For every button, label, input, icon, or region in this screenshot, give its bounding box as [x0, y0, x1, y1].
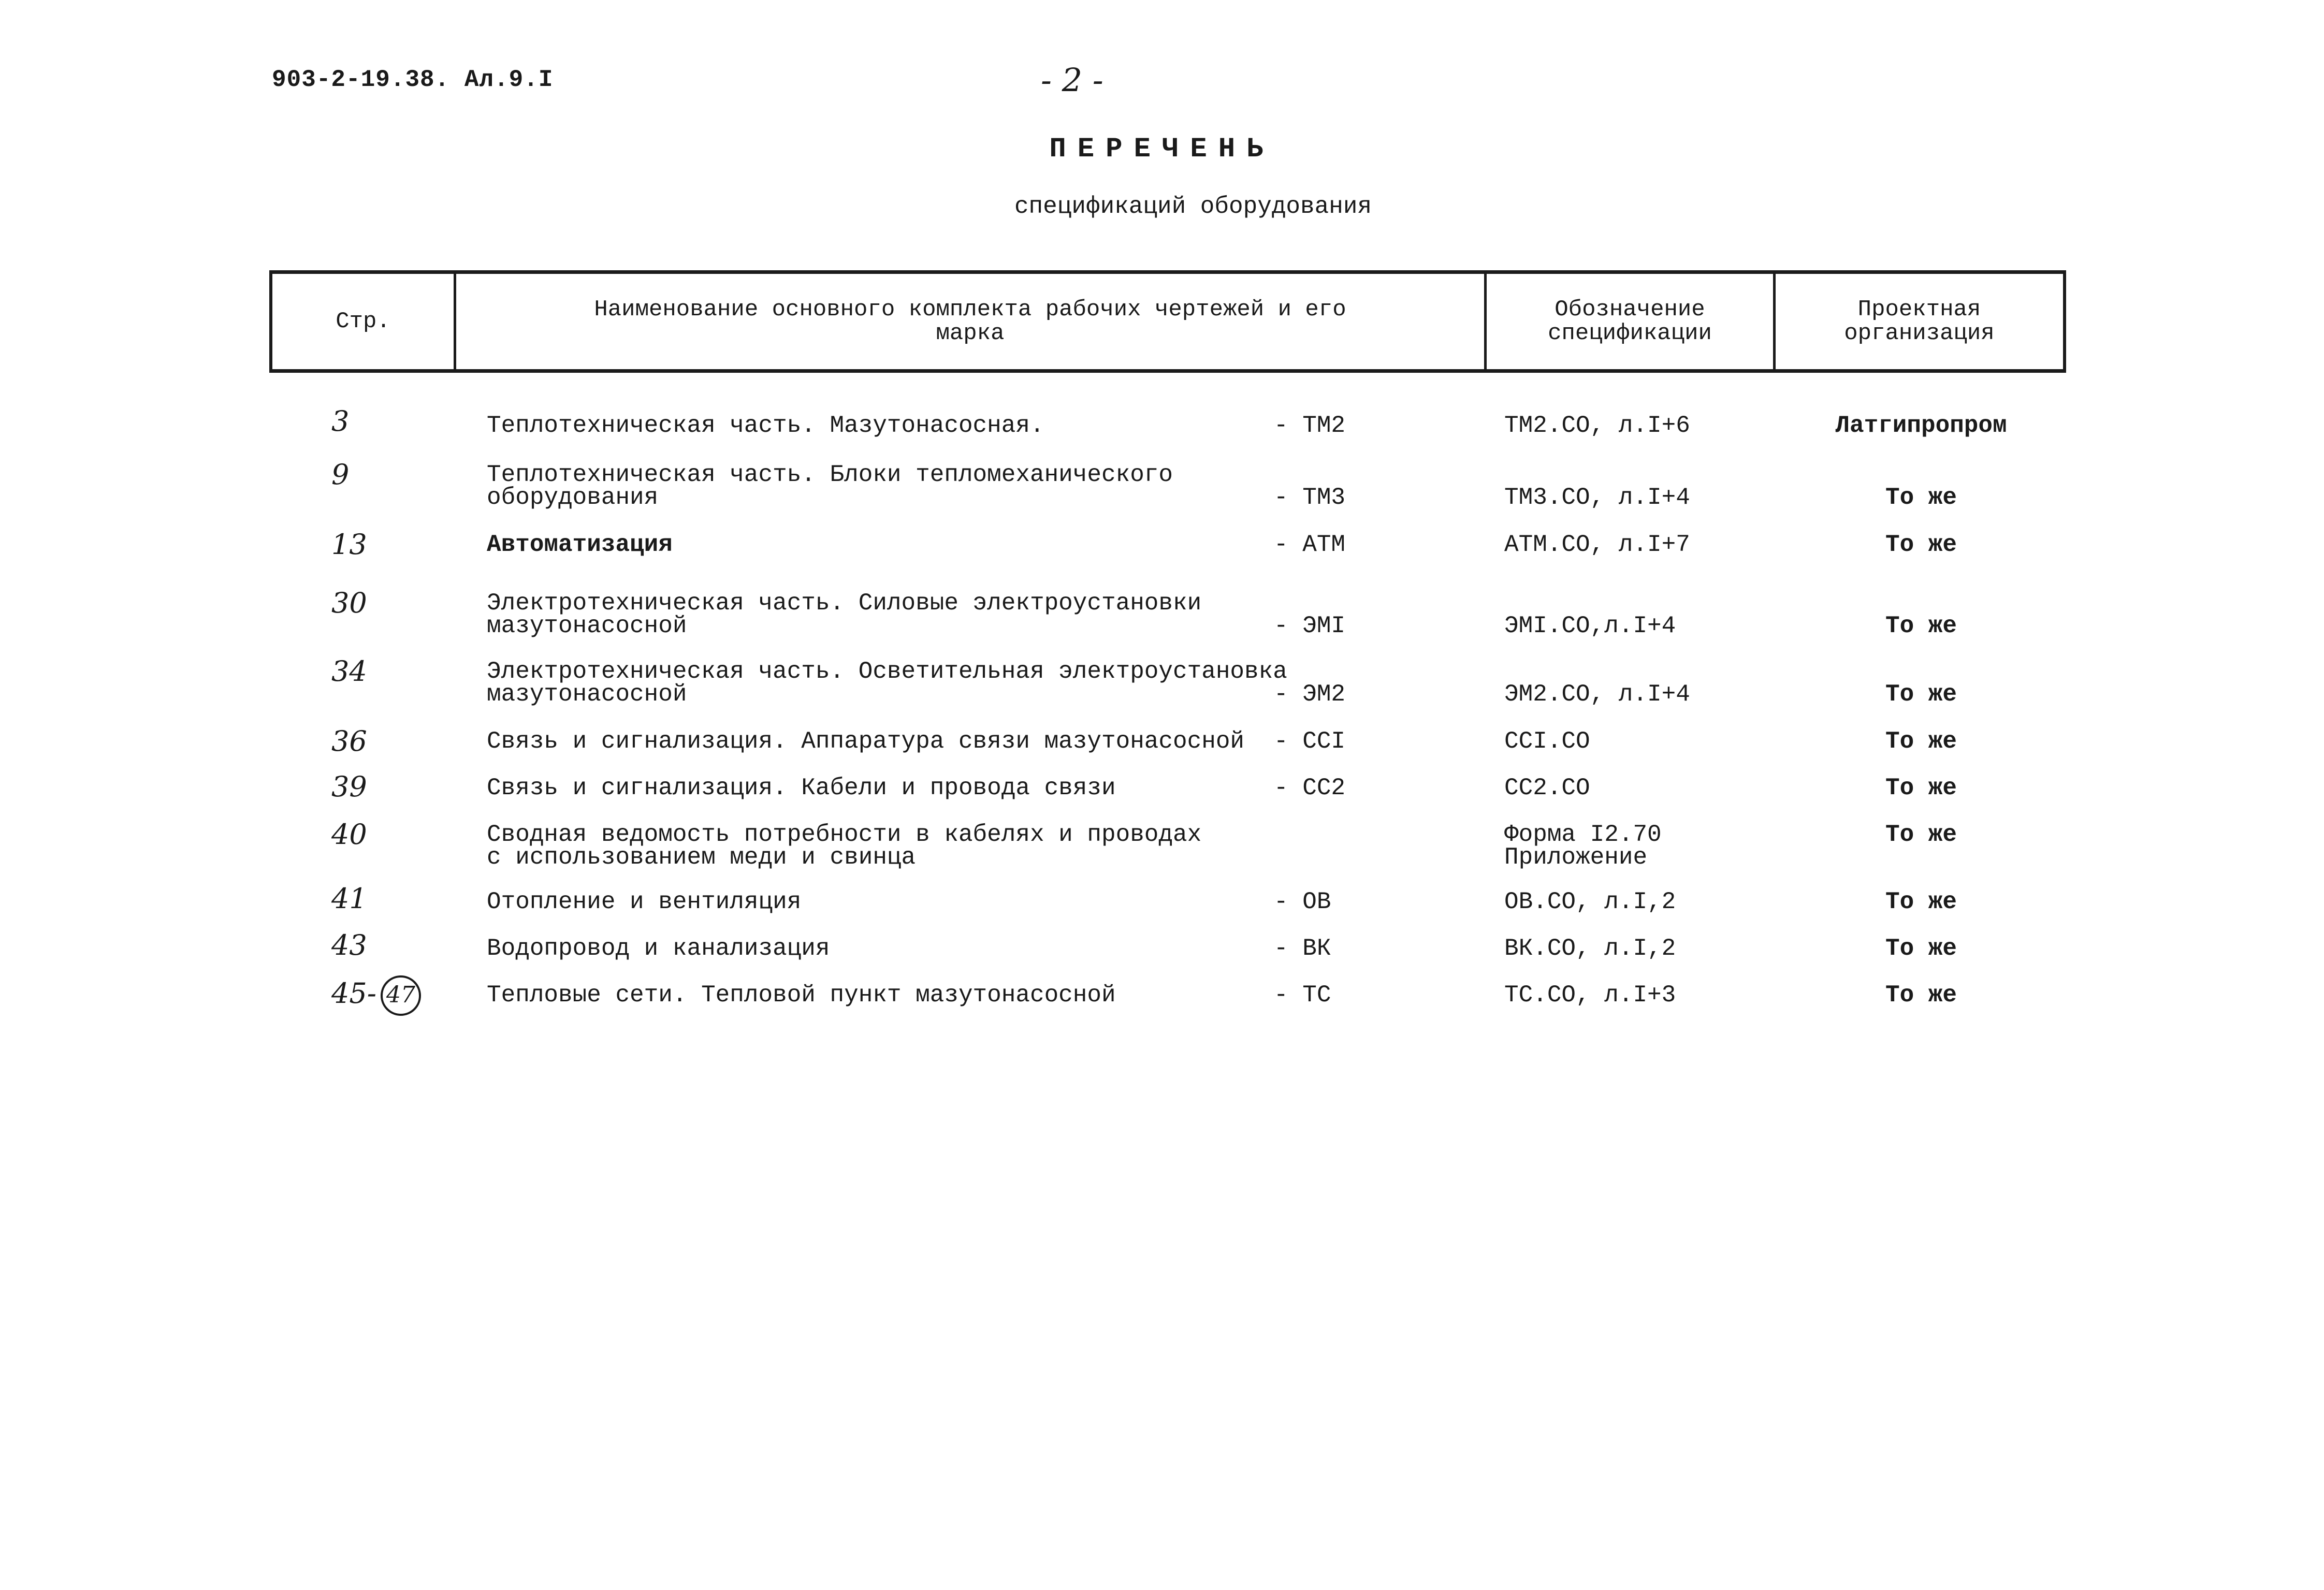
row-name: Электротехническая часть. Силовые электроустановки мазутонасосной — [487, 590, 1202, 639]
row-page: 3 — [331, 405, 350, 437]
header-page: Стр. — [336, 309, 390, 334]
row-org: То же — [1885, 728, 1957, 755]
row-name: Электротехническая часть. Осветительная электроустановка мазутонасосной — [487, 658, 1287, 708]
header-spec: Обозначение спецификации — [1548, 297, 1712, 346]
page-subtitle: спецификаций оборудования — [1014, 193, 1372, 220]
row-mark: - ЭМI — [1274, 612, 1346, 639]
row-org: То же — [1885, 888, 1957, 915]
row-spec: ССI.СО — [1504, 728, 1590, 755]
row-spec: ТМ3.СО, л.I+4 — [1504, 484, 1690, 511]
row-name: Водопровод и канализация — [487, 935, 830, 962]
row-name: Связь и сигнализация. Кабели и провода связи — [487, 775, 1116, 801]
header-name: Наименование основного комплекта рабочих чертежей и его марка — [594, 297, 1346, 346]
row-mark: - ТМ3 — [1274, 484, 1346, 511]
row-name: Связь и сигнализация. Аппаратура связи мазутонасосной — [487, 728, 1245, 755]
row-mark: - ТС — [1274, 982, 1331, 1009]
row-name: Автоматизация — [487, 531, 673, 558]
row-spec: ЭМI.СО,л.I+4 — [1504, 612, 1676, 639]
row-page: 43 — [331, 929, 367, 961]
row-page: 39 — [331, 770, 367, 803]
row-org: То же — [1885, 775, 1957, 801]
row-org: То же — [1885, 681, 1957, 708]
row-org: То же — [1885, 531, 1957, 558]
row-page-start: 45- — [331, 977, 376, 1010]
row-page: 40 — [331, 818, 367, 851]
row-name: Тепловые сети. Тепловой пункт мазутонасосной — [487, 982, 1116, 1009]
row-page: 41 — [331, 882, 367, 915]
document-code: 903-2-19.38. Ал.9.I — [272, 66, 554, 93]
row-spec: ТС.СО, л.I+3 — [1504, 982, 1676, 1009]
row-spec: АТМ.СО, л.I+7 — [1504, 531, 1690, 558]
row-mark: - ССI — [1274, 728, 1346, 755]
row-spec: ТМ2.СО, л.I+6 — [1504, 412, 1690, 439]
row-org: То же — [1885, 612, 1957, 639]
row-org: То же — [1885, 982, 1957, 1009]
row-page: 13 — [331, 528, 367, 561]
row-page: 9 — [331, 458, 350, 491]
row-org: То же — [1885, 484, 1957, 511]
row-name: Отопление и вентиляция — [487, 888, 802, 915]
row-org: То же — [1885, 821, 1957, 848]
row-page: 30 — [331, 587, 367, 619]
row-org: Латгипропром — [1835, 412, 2007, 439]
row-mark: - ЭМ2 — [1274, 681, 1346, 708]
header-org: Проектная организация — [1844, 297, 1995, 346]
page-number: - 2 - — [1041, 61, 1103, 99]
row-spec: ЭМ2.СО, л.I+4 — [1504, 681, 1690, 708]
row-page: 36 — [331, 725, 367, 757]
row-mark: - ТМ2 — [1274, 412, 1346, 439]
row-mark: - ОВ — [1274, 888, 1331, 915]
row-mark: - ВК — [1274, 935, 1331, 962]
row-page: 34 — [331, 655, 367, 688]
row-spec: ОВ.СО, л.I,2 — [1504, 888, 1676, 915]
row-spec: СС2.СО — [1504, 775, 1590, 801]
row-name: Теплотехническая часть. Мазутонасосная. — [487, 412, 1044, 439]
row-spec: ВК.СО, л.I,2 — [1504, 935, 1676, 962]
circled-page-number: 47 — [381, 975, 421, 1016]
table-header — [269, 270, 2066, 373]
row-org: То же — [1885, 935, 1957, 962]
page-title: ПЕРЕЧЕНЬ — [1049, 134, 1275, 165]
row-mark: - СС2 — [1274, 775, 1346, 801]
row-page — [331, 975, 482, 1016]
row-mark: - АТМ — [1274, 531, 1346, 558]
row-name: Теплотехническая часть. Блоки тепломеханического оборудования — [487, 461, 1173, 511]
row-spec: Форма I2.70 Приложение — [1504, 821, 1662, 871]
row-name: Сводная ведомость потребности в кабелях и проводах с использованием меди и свинца — [487, 821, 1202, 871]
